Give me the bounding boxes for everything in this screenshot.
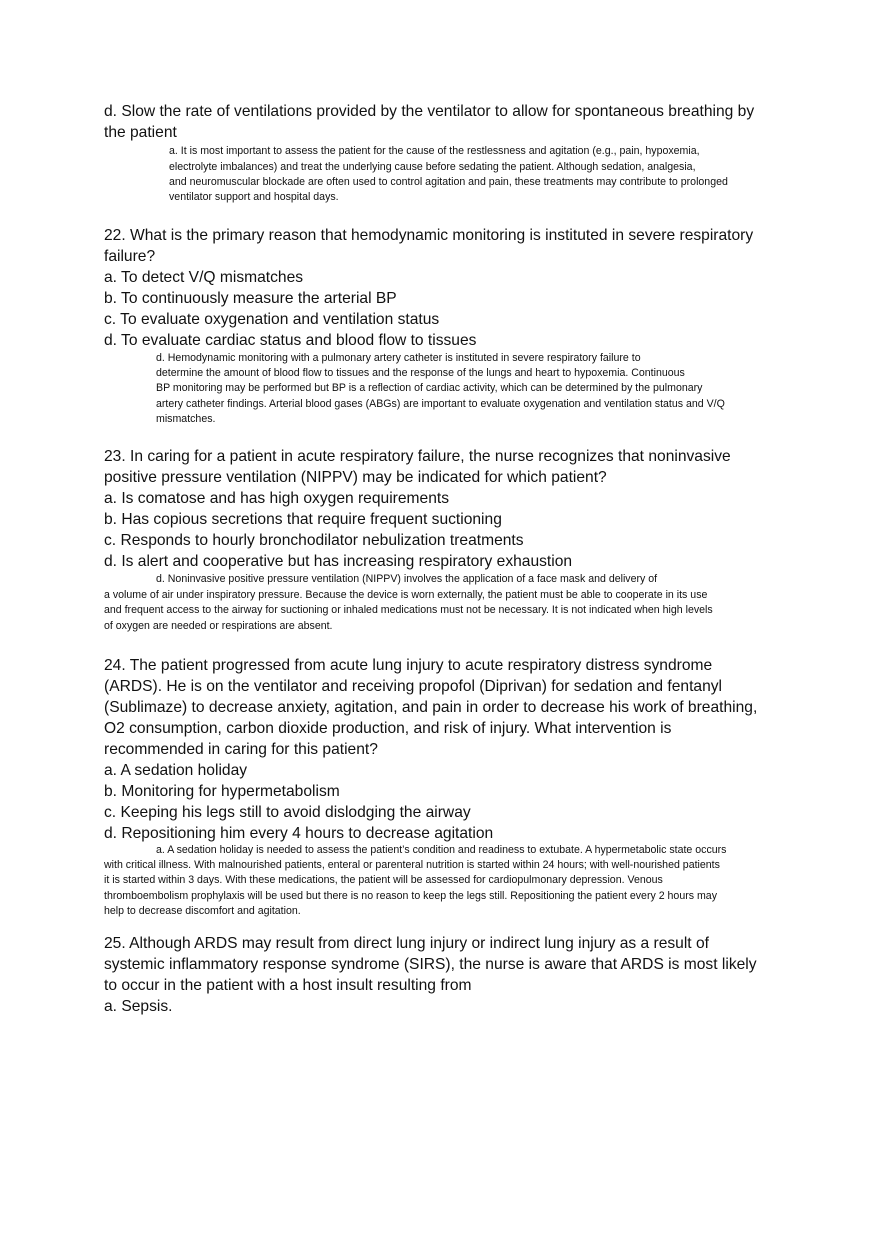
answer-option: a. To detect V/Q mismatches — [104, 269, 304, 286]
answer-option: b. To continuously measure the arterial BP — [104, 290, 397, 307]
answer-option: d. Slow the rate of ventilations provided by the ventilator to allow for spontaneous breathing by — [104, 103, 755, 120]
question-stem: 23. In caring for a patient in acute respiratory failure, the nurse recognizes that noninvasive — [104, 448, 731, 465]
answer-option: c. Responds to hourly bronchodilator nebulization treatments — [104, 532, 524, 549]
rationale-line: and frequent access to the airway for suctioning or inhaled medications must not be necessary. It is not indicated when high levels — [104, 604, 713, 616]
answer-option: a. Sepsis. — [104, 998, 173, 1015]
answer-option: b. Has copious secretions that require frequent suctioning — [104, 511, 502, 528]
question-stem: 24. The patient progressed from acute lung injury to acute respiratory distress syndrome — [104, 657, 713, 674]
rationale-line: determine the amount of blood flow to tissues and the response of the lungs and heart to hypoxemia. Continuous — [156, 367, 685, 379]
rationale-line: d. Hemodynamic monitoring with a pulmonary artery catheter is instituted in severe respiratory failure to — [156, 352, 641, 364]
rationale-line: artery catheter findings. Arterial blood gases (ABGs) are important to evaluate oxygenation and ventilation status and V/Q — [156, 398, 725, 410]
rationale-line: d. Noninvasive positive pressure ventilation (NIPPV) involves the application of a face mask and delivery of — [156, 573, 658, 585]
answer-option: the patient — [104, 124, 177, 141]
answer-option: a. A sedation holiday — [104, 762, 248, 779]
question-stem: (ARDS). He is on the ventilator and receiving propofol (Diprivan) for sedation and fentanyl — [104, 678, 723, 695]
answer-option: d. Repositioning him every 4 hours to decrease agitation — [104, 825, 494, 842]
rationale-line: help to decrease discomfort and agitation. — [104, 905, 301, 917]
rationale-line: and neuromuscular blockade are often used to control agitation and pain, these treatments may contribute to prolonged — [169, 176, 728, 188]
rationale-line: a. It is most important to assess the patient for the cause of the restlessness and agitation (e.g., pain, hypoxemia, — [169, 145, 700, 157]
question-stem: 22. What is the primary reason that hemodynamic monitoring is instituted in severe respiratory — [104, 227, 754, 244]
rationale-line: of oxygen are needed or respirations are absent. — [104, 620, 333, 632]
answer-option: b. Monitoring for hypermetabolism — [104, 783, 340, 800]
rationale-line: it is started within 3 days. With these medications, the patient will be assessed for cardiopulmonary depression. Venous — [104, 874, 663, 886]
question-stem: O2 consumption, carbon dioxide production, and risk of injury. What intervention is — [104, 720, 672, 737]
answer-option: d. Is alert and cooperative but has increasing respiratory exhaustion — [104, 553, 573, 570]
question-stem: systemic inflammatory response syndrome (SIRS), the nurse is aware that ARDS is most likely — [104, 956, 757, 973]
question-stem: recommended in caring for this patient? — [104, 741, 378, 758]
rationale-line: a volume of air under inspiratory pressure. Because the device is worn externally, the patient must be able to cooperate in its use — [104, 589, 708, 601]
answer-option: c. Keeping his legs still to avoid dislodging the airway — [104, 804, 471, 821]
rationale-line: BP monitoring may be performed but BP is a reflection of cardiac activity, which can be determined by the pulmonary — [156, 382, 703, 394]
question-stem: failure? — [104, 248, 156, 265]
rationale-line: ventilator support and hospital days. — [169, 191, 339, 203]
question-stem: to occur in the patient with a host insult resulting from — [104, 977, 472, 994]
rationale-line: thromboembolism prophylaxis will be used but there is no reason to keep the legs still. Repositioning the patient every 2 hours may — [104, 890, 717, 902]
rationale-line: a. A sedation holiday is needed to assess the patient’s condition and readiness to extubate. A hypermetabolic state occurs — [156, 844, 727, 856]
question-stem: positive pressure ventilation (NIPPV) may be indicated for which patient? — [104, 469, 607, 486]
rationale-line: electrolyte imbalances) and treat the underlying cause before sedating the patient. Although sedation, analgesia, — [169, 161, 696, 173]
question-stem: (Sublimaze) to decrease anxiety, agitation, and pain in order to decrease his work of breathing, — [104, 699, 758, 716]
answer-option: a. Is comatose and has high oxygen requirements — [104, 490, 449, 507]
answer-option: c. To evaluate oxygenation and ventilation status — [104, 311, 440, 328]
rationale-line: mismatches. — [156, 413, 216, 425]
answer-option: d. To evaluate cardiac status and blood flow to tissues — [104, 332, 477, 349]
question-stem: 25. Although ARDS may result from direct lung injury or indirect lung injury as a result of — [104, 935, 709, 952]
rationale-line: with critical illness. With malnourished patients, enteral or parenteral nutrition is started within 24 hours; with well-nourished patients — [104, 859, 720, 871]
